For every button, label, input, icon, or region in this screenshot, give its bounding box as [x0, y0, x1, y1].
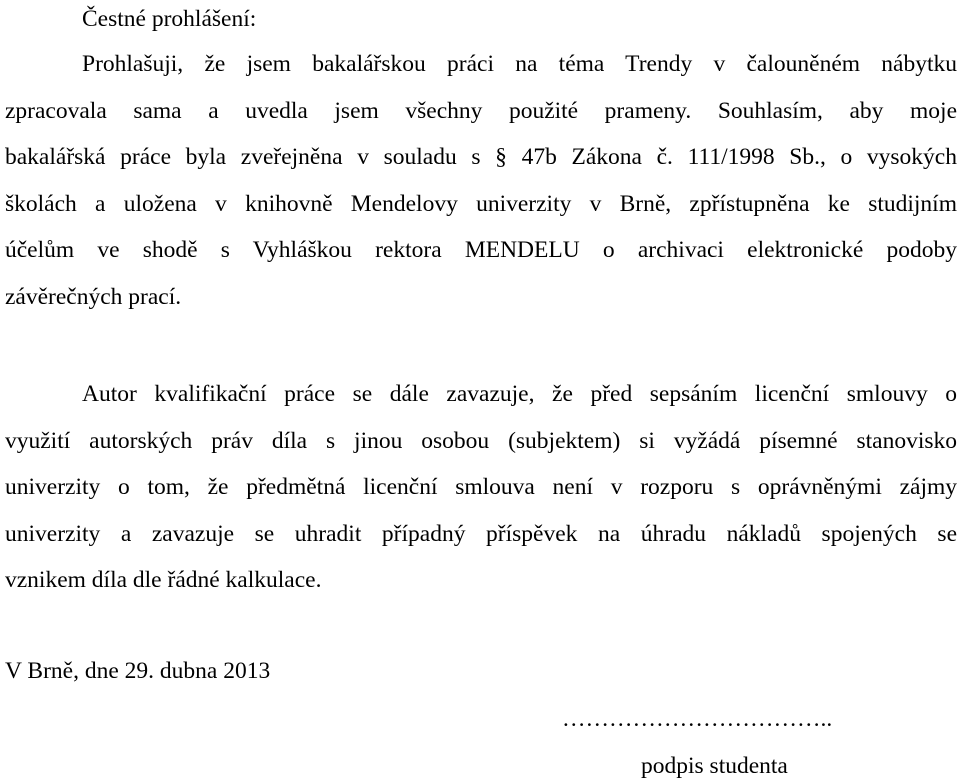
signature-dots: …………………………….. — [562, 706, 833, 732]
declaration-title: Čestné prohlášení: — [82, 6, 257, 32]
declaration-paragraph-2 — [5, 380, 957, 613]
date-line: V Brně, dne 29. dubna 2013 — [5, 658, 271, 684]
paragraph-line: využití autorských práv díla s jinou osobou (subjektem) si vyžádá písemné stanovisko — [5, 427, 957, 454]
paragraph-line: Prohlašuji, že jsem bakalářskou práci na téma Trendy v čalouněném nábytku — [82, 51, 957, 77]
paragraph-line: účelům ve shodě s Vyhláškou rektora MENDELU o archivaci elektronické podoby — [5, 237, 957, 264]
paragraph-line: zpracovala sama a uvedla jsem všechny použité prameny. Souhlasím, aby moje — [5, 97, 957, 124]
declaration-paragraph-1 — [5, 50, 957, 330]
paragraph-line: závěrečných prací. — [5, 283, 182, 310]
paragraph-line: bakalářská práce byla zveřejněna v souladu s § 47b Zákona č. 111/1998 Sb., o vysokých — [5, 144, 957, 171]
paragraph-line: univerzity a zavazuje se uhradit případný příspěvek na úhradu nákladů spojených se — [5, 520, 957, 547]
paragraph-line: školách a uložena v knihovně Mendelovy univerzity v Brně, zpřístupněna ke studijním — [5, 190, 957, 217]
paragraph-line: Autor kvalifikační práce se dále zavazuje, že před sepsáním licenční smlouvy o — [82, 381, 957, 407]
signature-label: podpis studenta — [641, 753, 788, 779]
paragraph-line: vznikem díla dle řádné kalkulace. — [5, 567, 322, 594]
paragraph-line: univerzity o tom, že předmětná licenční smlouva není v rozporu s oprávněnými zájmy — [5, 474, 957, 501]
